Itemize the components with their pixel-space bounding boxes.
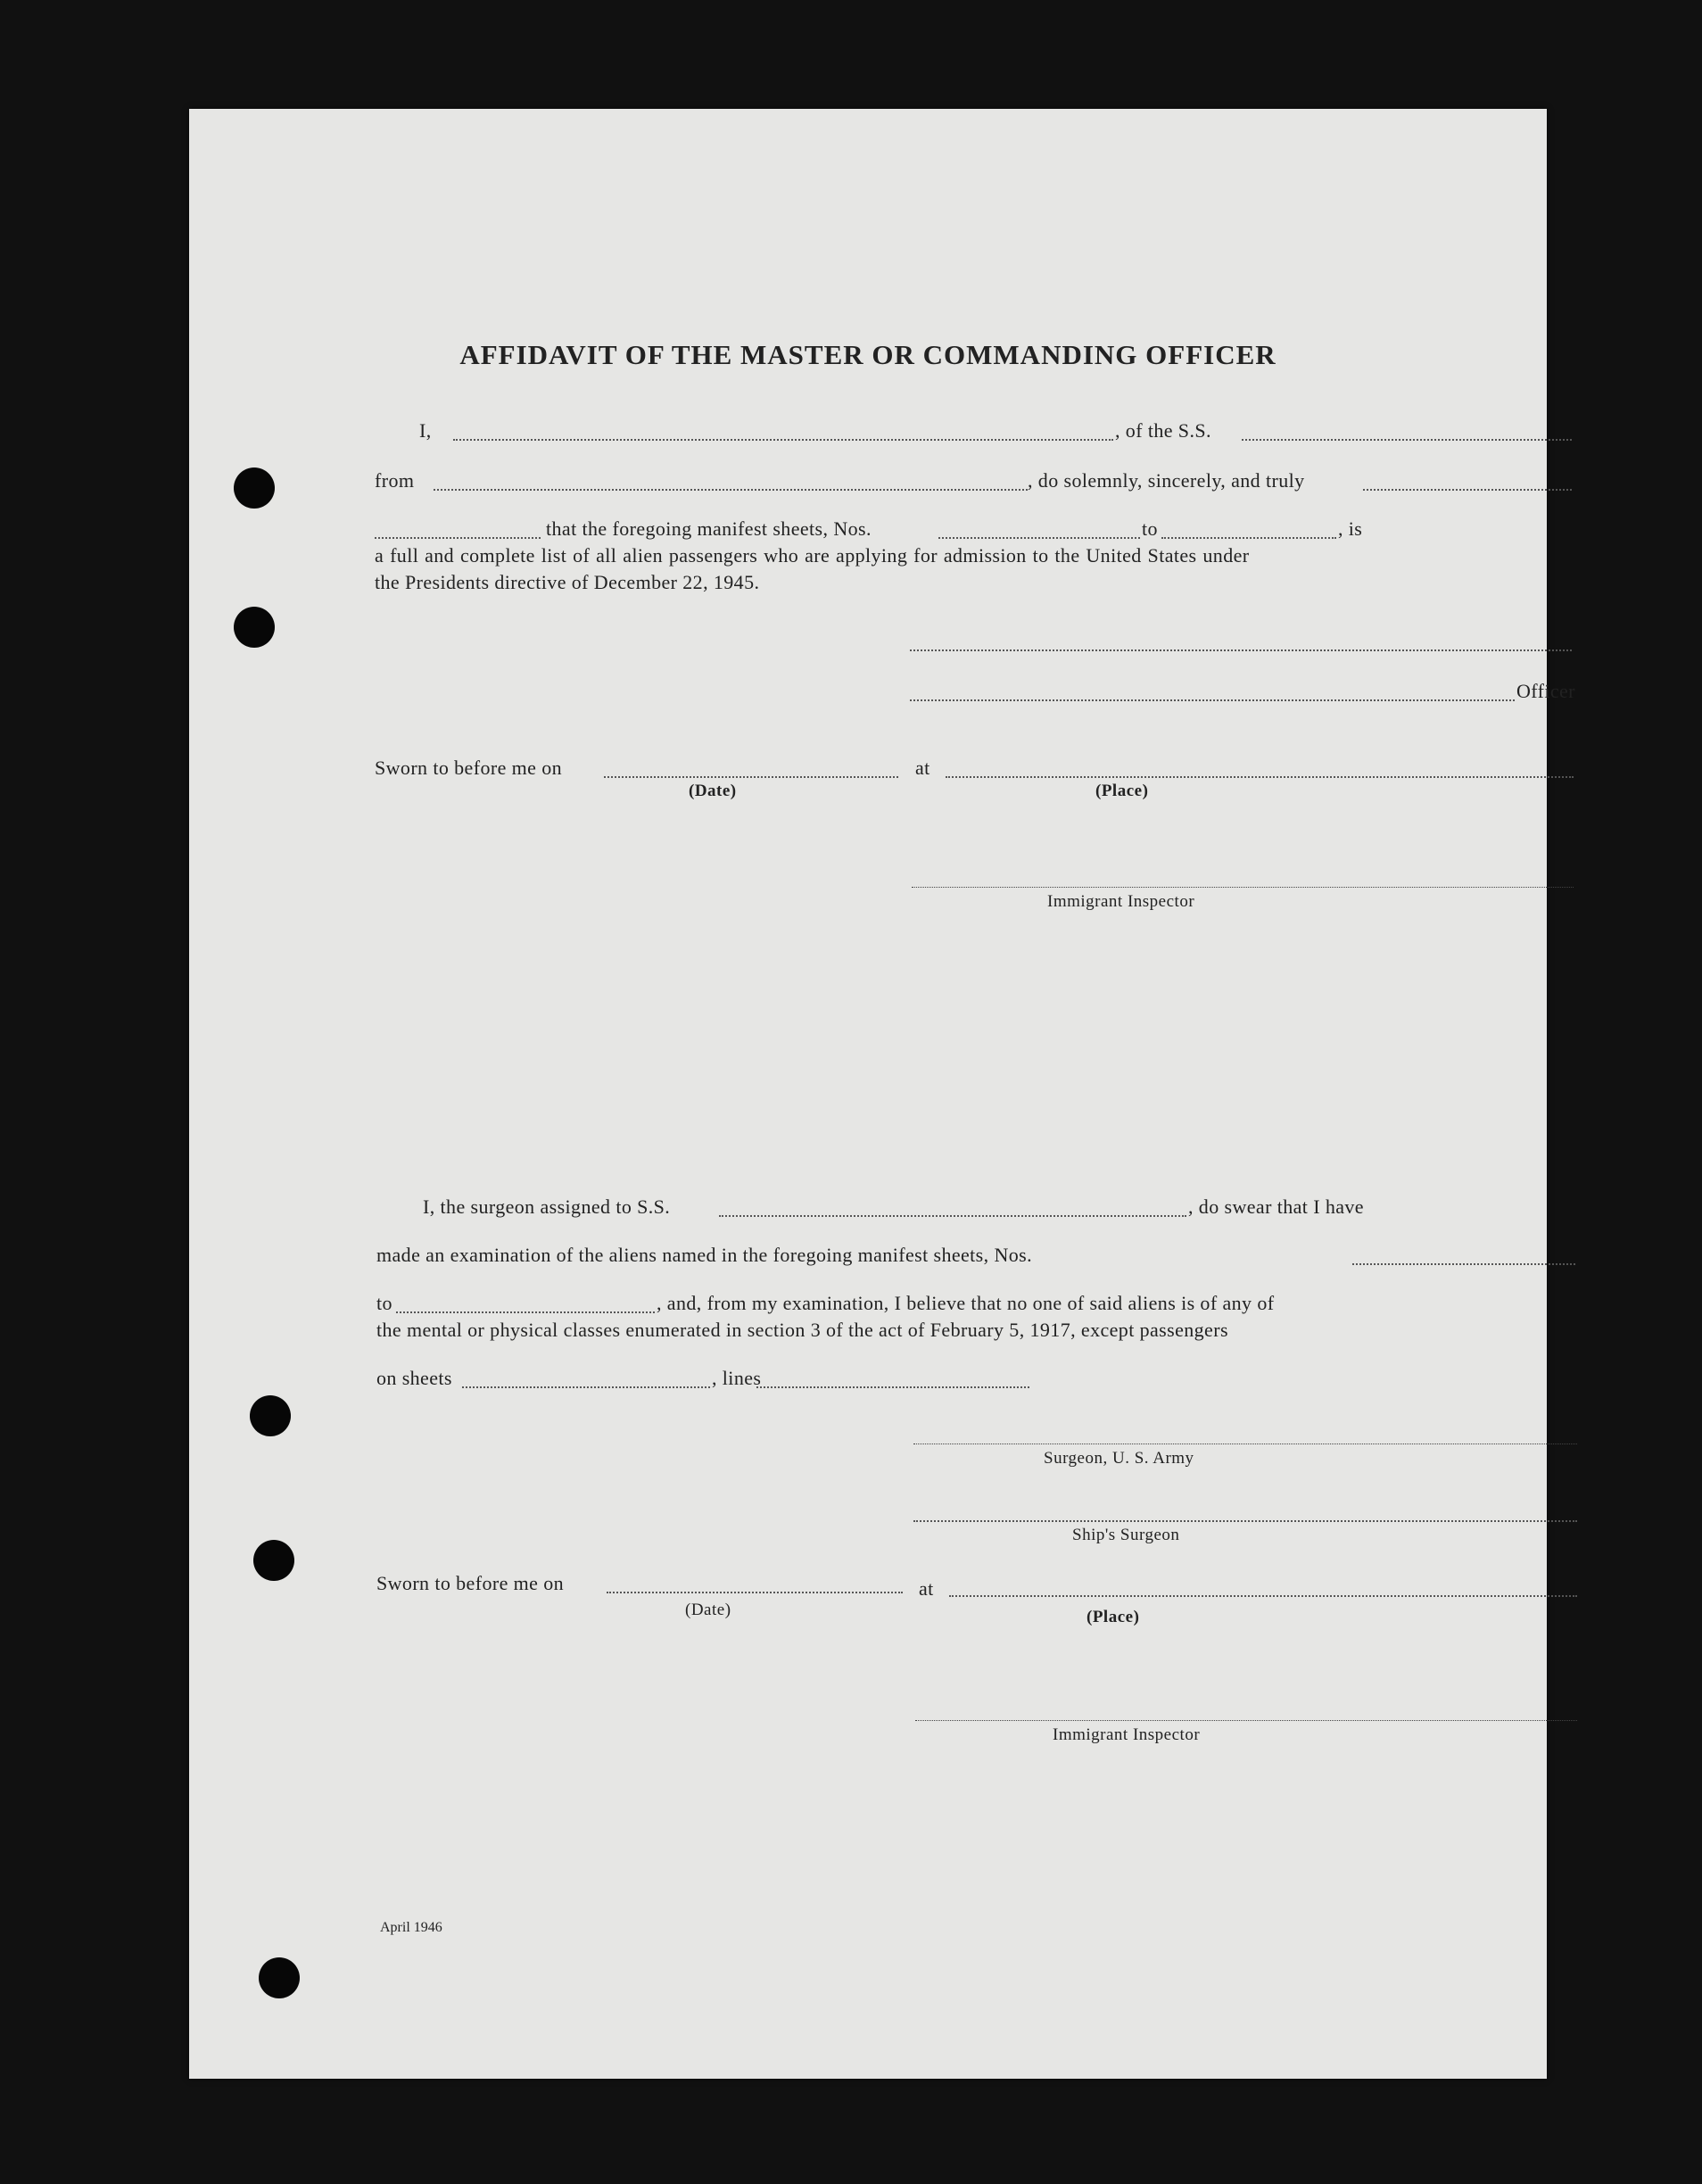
master-signature-field[interactable] <box>910 649 1572 651</box>
to-label: to <box>1142 517 1158 540</box>
punch-hole <box>253 1540 294 1581</box>
surgeon-inspector-signature-field[interactable] <box>915 1720 1577 1721</box>
master-sheets-from-field[interactable] <box>938 537 1140 539</box>
from-label: from <box>375 469 415 492</box>
officer-title-field[interactable] <box>910 699 1515 701</box>
surgeon-at-label: at <box>919 1577 934 1600</box>
surgeon-to-label: to <box>376 1292 392 1314</box>
is-label: , is <box>1338 517 1363 540</box>
master-oath-word-field[interactable] <box>375 537 541 539</box>
foregoing-sheets-label: that the foregoing manifest sheets, Nos. <box>546 517 872 540</box>
form-page <box>189 109 1575 2079</box>
do-solemnly-label: , do solemnly, sincerely, and truly <box>1028 469 1305 492</box>
surgeon-swear-label: , do swear that I have <box>1188 1195 1364 1218</box>
surgeon-intro: I, the surgeon assigned to S.S. <box>423 1195 671 1218</box>
master-sworn-date-field[interactable] <box>604 776 898 778</box>
surgeon-sheets-to-field[interactable] <box>396 1311 655 1313</box>
i-label: I, <box>419 419 432 442</box>
surgeon-sworn-label: Sworn to before me on <box>376 1572 565 1594</box>
master-from-field[interactable] <box>434 489 1028 491</box>
on-sheets-label: on sheets <box>376 1367 452 1389</box>
master-place-caption: (Place) <box>1095 782 1149 800</box>
master-sworn-label: Sworn to before me on <box>375 757 563 779</box>
master-ship-field[interactable] <box>1242 439 1572 441</box>
master-sworn-place-field[interactable] <box>946 776 1574 778</box>
officer-label: Officer <box>1516 680 1575 702</box>
directive-text: the Presidents directive of December 22, 1945. <box>375 571 760 593</box>
army-surgeon-caption: Surgeon, U. S. Army <box>1044 1449 1194 1468</box>
surgeon-belief-text: , and, from my examination, I believe that no one of said aliens is of any of <box>657 1292 1275 1314</box>
ships-surgeon-signature-field[interactable] <box>913 1520 1577 1522</box>
master-name-field[interactable] <box>453 439 1113 441</box>
punch-hole <box>250 1395 291 1436</box>
excepted-sheets-field[interactable] <box>462 1386 710 1388</box>
surgeon-classes-text: the mental or physical classes enumerated in section 3 of the act of February 5, 1917, except passengers <box>376 1319 1228 1341</box>
punch-hole <box>259 1957 300 1998</box>
surgeon-sworn-place-field[interactable] <box>949 1595 1577 1597</box>
full-list-text: a full and complete list of all alien passengers who are applying for admission to the United States under <box>375 544 1250 567</box>
master-inspector-caption: Immigrant Inspector <box>1047 892 1195 911</box>
surgeon-ship-field[interactable] <box>719 1215 1186 1217</box>
of-ss-label: , of the S.S. <box>1115 419 1211 442</box>
surgeon-sworn-date-field[interactable] <box>607 1592 903 1593</box>
excepted-lines-field[interactable] <box>756 1386 1029 1388</box>
master-inspector-signature-field[interactable] <box>912 887 1574 888</box>
form-title: AFFIDAVIT OF THE MASTER OR COMMANDING OFFICER <box>459 339 1276 370</box>
surgeon-examination-text: made an examination of the aliens named in the foregoing manifest sheets, Nos. <box>376 1244 1032 1266</box>
surgeon-inspector-caption: Immigrant Inspector <box>1053 1725 1201 1744</box>
form-date: April 1946 <box>380 1920 442 1935</box>
surgeon-date-caption: (Date) <box>685 1601 731 1619</box>
punch-hole <box>234 607 275 648</box>
surgeon-sheets-from-field[interactable] <box>1352 1263 1575 1265</box>
master-date-caption: (Date) <box>689 782 737 800</box>
lines-label: , lines <box>712 1367 762 1389</box>
master-sheets-to-field[interactable] <box>1161 537 1336 539</box>
master-oath-field[interactable] <box>1363 489 1572 491</box>
surgeon-place-caption: (Place) <box>1086 1608 1140 1626</box>
ships-surgeon-caption: Ship's Surgeon <box>1072 1526 1180 1544</box>
master-at-label: at <box>915 757 930 779</box>
punch-hole <box>234 467 275 509</box>
